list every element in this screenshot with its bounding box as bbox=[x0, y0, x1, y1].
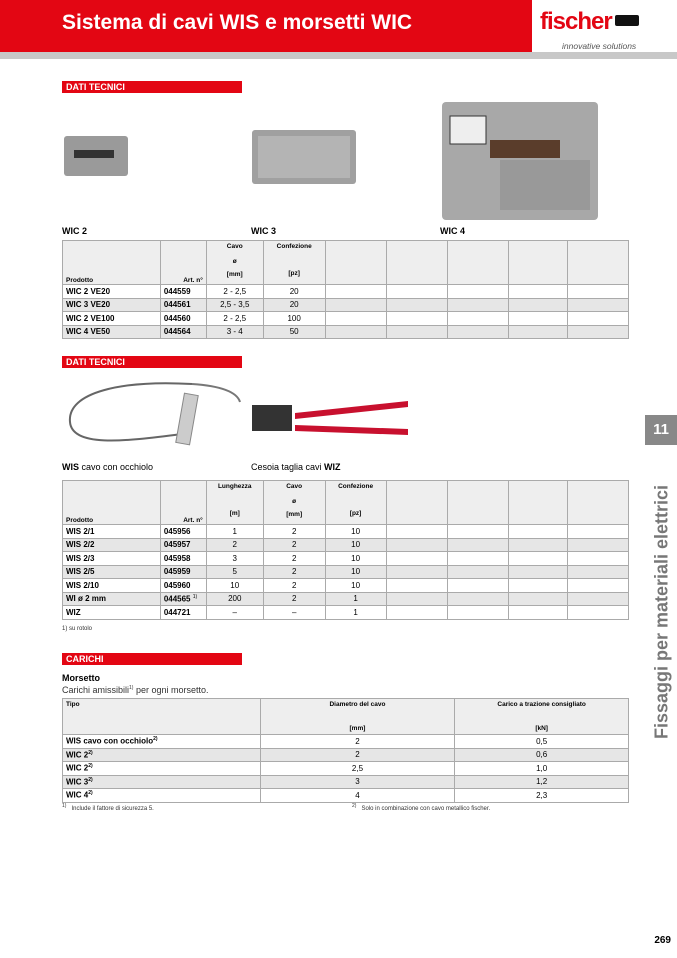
fish-logo-icon bbox=[615, 15, 639, 26]
table-row: WIS 2/10 045960 10 2 10 bbox=[63, 579, 629, 593]
section-header-carichi: CARICHI bbox=[62, 653, 242, 665]
label-wis: WIS cavo con occhiolo bbox=[62, 462, 154, 472]
footnote-2: $^{2)}$ Solo in combinazione con cavo metallico fischer. bbox=[352, 803, 491, 812]
wic3-image bbox=[250, 128, 358, 186]
wis-cable-image bbox=[62, 372, 242, 457]
page-title: Sistema di cavi WIS e morsetti WIC bbox=[62, 11, 413, 34]
table-row: WIS 2/1 045956 1 2 10 bbox=[63, 525, 629, 539]
table-row: WI ø 2 mm 044565 $^{1)}$ 200 2 1 bbox=[63, 592, 629, 606]
footnote: 1) su rotolo bbox=[62, 626, 93, 632]
chapter-title: Fissaggi per materiali elettrici bbox=[651, 484, 672, 740]
table-row: WIS cavo con occhiolo$^{2)}$ 2 0,5 bbox=[63, 735, 629, 749]
chapter-tab[interactable]: 11 bbox=[645, 415, 677, 445]
table-row: WIS 2/3 045958 3 2 10 bbox=[63, 552, 629, 566]
wis-table: Prodotto Art. n° Lunghezza [m] Cavo ø [mm] Confezione [pz] WIS 2/1 045956 1 2 10 WIS 2/2 045957 2 2 10 WIS 2/3 045958 3 2 10 WIS 2/5 045959 5 2 10 WIS 2/10 045960 10 2 10 WI ø 2 mm 044565 $^{1)}$ 200 2 1 WIZ 044721 – – 1 bbox=[62, 480, 629, 620]
table-row: WIC 4 VE50 044564 3 - 4 50 bbox=[63, 325, 629, 339]
table-row: WIC 2$^{2)}$ 2 0,6 bbox=[63, 748, 629, 762]
label-wic2: WIC 2 bbox=[62, 226, 88, 236]
wic-table: Prodotto Art. n° Cavo ø [mm] Confezione [pz] WIC 2 VE20 044559 2 - 2,5 20 WIC 3 VE20 044561 2,5 - 3,5 20 WIC 2 VE100 044560 2 - 2,5 100 WIC 4 VE50 044564 3 - 4 50 bbox=[62, 240, 629, 339]
table-row: WIS 2/5 045959 5 2 10 bbox=[63, 565, 629, 579]
section-header-dati-tecnici: DATI TECNICI bbox=[62, 81, 242, 93]
table-row: WIC 2$^{2)}$ 2,5 1,0 bbox=[63, 762, 629, 776]
load-table: Tipo Diametro del cavo [mm] Carico a trazione consigliato [kN] WIS cavo con occhiolo$^{2)}$ 2 0,5 WIC 2$^{2)}$ 2 0,6 WIC 2$^{2)}$ 2,5 1,0 WIC 3$^{2)}$ 3 1,2 WIC 4$^{2)}$ 4 2,3 bbox=[62, 698, 629, 803]
wic4-image bbox=[440, 100, 600, 222]
table-row: WIZ 044721 – – 1 bbox=[63, 606, 629, 620]
header-bar bbox=[0, 0, 532, 52]
table-row: WIC 3$^{2)}$ 3 1,2 bbox=[63, 775, 629, 789]
table-row: WIC 2 VE100 044560 2 - 2,5 100 bbox=[63, 312, 629, 326]
table-row: WIS 2/2 045957 2 2 10 bbox=[63, 538, 629, 552]
table-row: WIC 3 VE20 044561 2,5 - 3,5 20 bbox=[63, 298, 629, 312]
table-row: WIC 4$^{2)}$ 4 2,3 bbox=[63, 789, 629, 803]
page-number: 269 bbox=[654, 935, 671, 946]
wic2-image bbox=[62, 132, 130, 180]
wiz-cutter-image bbox=[250, 395, 410, 445]
section-header-dati-tecnici-2: DATI TECNICI bbox=[62, 356, 242, 368]
label-wiz: Cesoia taglia cavi WIZ bbox=[251, 462, 341, 472]
footnote-1: $^{1)}$ Include il fattore di sicurezza 5. bbox=[62, 803, 154, 812]
subtitle: Morsetto bbox=[62, 673, 100, 683]
intro-text: Carichi amissibili$^{1)}$ per ogni morsetto. bbox=[62, 685, 209, 695]
fischer-logo: fischer innovative solutions bbox=[540, 8, 670, 54]
label-wic3: WIC 3 bbox=[251, 226, 277, 236]
label-wic4: WIC 4 bbox=[440, 226, 466, 236]
table-row: WIC 2 VE20 044559 2 - 2,5 20 bbox=[63, 285, 629, 299]
